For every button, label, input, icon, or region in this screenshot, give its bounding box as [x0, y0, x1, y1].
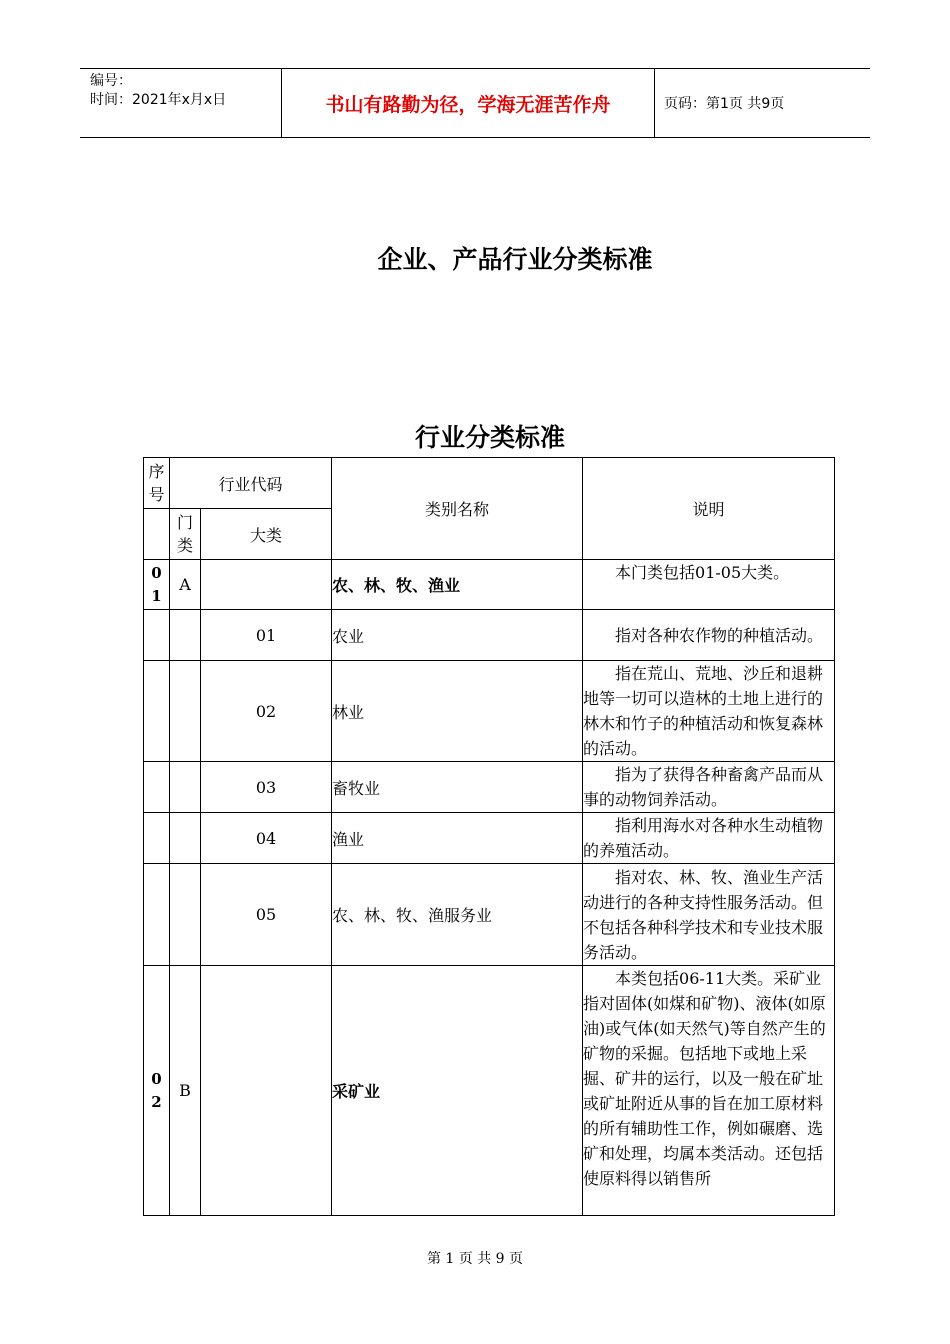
row-division: 02 [201, 661, 332, 762]
document-title: 企业、产品行业分类标准 [377, 245, 653, 274]
header-division: 大类 [201, 509, 332, 560]
row-description: 指在荒山、荒地、沙丘和退耕地等一切可以造林的土地上进行的林木和竹子的种植活动和恢复森林的活动。 [583, 661, 835, 762]
row-section: B [170, 966, 201, 1216]
industry-classification-table [143, 457, 835, 1216]
row-name: 农业 [332, 610, 583, 661]
row-seq [144, 762, 170, 813]
header-seq-blank [144, 509, 170, 560]
row-description: 指对各种农作物的种植活动。 [583, 610, 835, 661]
row-name: 农、林、牧、渔业 [332, 560, 583, 610]
header-description: 说明 [583, 458, 835, 560]
table-row [144, 762, 835, 813]
row-name: 林业 [332, 661, 583, 762]
header-section: 门类 [170, 509, 201, 560]
row-name: 采矿业 [332, 966, 583, 1216]
header-divider [654, 69, 655, 137]
row-section [170, 610, 201, 661]
table-row [144, 610, 835, 661]
row-section [170, 661, 201, 762]
header-category-name: 类别名称 [332, 458, 583, 560]
row-section [170, 813, 201, 864]
row-section: A [170, 560, 201, 610]
row-division: 01 [201, 610, 332, 661]
table-row [144, 864, 835, 966]
table-row [144, 661, 835, 762]
header-time-label: 时间：2021年x月x日 [90, 92, 227, 108]
row-seq [144, 813, 170, 864]
row-seq: 02 [144, 966, 170, 1216]
row-description: 指利用海水对各种水生动植物的养殖活动。 [583, 813, 835, 864]
row-seq: 01 [144, 560, 170, 610]
row-description: 指为了获得各种畜禽产品而从事的动物饲养活动。 [583, 762, 835, 813]
table-title: 行业分类标准 [414, 423, 565, 452]
row-name: 渔业 [332, 813, 583, 864]
row-section [170, 864, 201, 966]
row-division: 05 [201, 864, 332, 966]
table-row [144, 966, 835, 1216]
row-description: 指对农、林、牧、渔业生产活动进行的各种支持性服务活动。但不包括各种科学技术和专业技术服务活动。 [583, 864, 835, 966]
row-division [201, 966, 332, 1216]
row-division: 03 [201, 762, 332, 813]
header-motto: 书山有路勤为径，学海无涯苦作舟 [325, 93, 611, 116]
header-page-info: 页码：第1页 共9页 [664, 96, 785, 112]
row-seq [144, 610, 170, 661]
row-division [201, 560, 332, 610]
row-description: 本类包括06-11大类。采矿业指对固体(如煤和矿物)、液体(如原油)或气体(如天然气)等自然产生的矿物的采掘。包括地下或地上采掘、矿井的运行，以及一般在矿址或矿址附近从事的旨在加工原材料的所有辅助性工作，例如碾磨、选矿和处理，均属本类活动。还包括使原料得以销售所 [583, 966, 835, 1216]
row-section [170, 762, 201, 813]
table-row [144, 813, 835, 864]
header-seq: 序号 [144, 458, 170, 509]
header-meta [90, 72, 226, 110]
header-industry-code: 行业代码 [170, 458, 332, 509]
row-seq [144, 864, 170, 966]
row-name: 畜牧业 [332, 762, 583, 813]
page-footer: 第 1 页 共 9 页 [426, 1251, 524, 1267]
row-seq [144, 661, 170, 762]
row-name: 农、林、牧、渔服务业 [332, 864, 583, 966]
row-division: 04 [201, 813, 332, 864]
header-number-label: 编号： [90, 73, 132, 89]
table-header-row [144, 458, 835, 509]
table-row [144, 560, 835, 610]
row-description: 本门类包括01-05大类。 [583, 560, 835, 610]
page-header [80, 68, 870, 138]
